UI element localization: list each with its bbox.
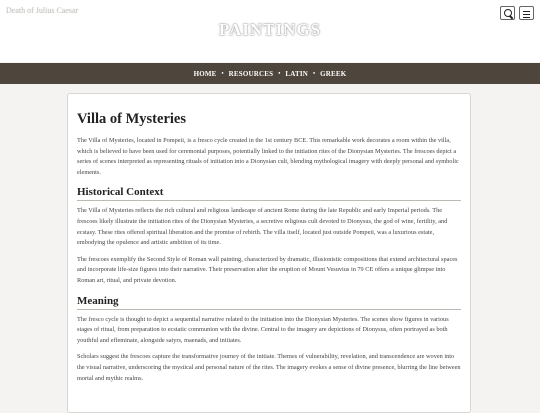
hamburger-menu-icon [523,11,530,13]
article-intro: The Villa of Mysteries, located in Pompeii, is a fresco cycle created in the 1st century BCE. This remarkable work decorates a room within the villa, which is believed to have been used for ceremonial purposes, potentially linked to the initiation rites of the Dionysian Mysteries. The frescoes depict a series of scenes interpreted as representing rituals of initiation into a Dionysian cult, blending mythological imagery with deeply personal and symbolic elements. [77,137,459,176]
section-paragraph: Scholars suggest the frescoes capture the transformative journey of the initiate. Themes of vulnerability, revelation, and transcendence are woven into the visual narrative, underscoring the mystical and personal nature of the rites. The imagery evokes a sense of divine presence, blurring the line between mortal and mythic realms. [77,353,461,382]
nav-resources[interactable]: RESOURCES [228,69,274,78]
section-paragraph: The fresco cycle is thought to depict a sequential narrative related to the initiation into the Dionysian Mysteries. The scenes show figures in various stages of ritual, from preparation to ecstatic communion with the divine. Central to the imagery are depictions of Dionysus, often portrayed as both youthful and effeminate, alongside satyrs, maenads, and initiates. [77,315,449,344]
site-header [0,0,540,62]
main-nav [0,63,540,84]
article-title: Villa of Mysteries [77,111,186,127]
menu-button[interactable] [519,6,534,20]
nav-greek[interactable]: GREEK [320,69,347,78]
breadcrumb-link[interactable]: Death of Julius Caesar [6,6,79,15]
section-paragraph: The frescoes exemplify the Second Style of Roman wall painting, characterized by dramatic, illusionistic compositions that extend architectural spaces and incorporate life-size figures into their narrative. Their preservation after the eruption of Mount Vesuvius in 79 CE offers a unique glimpse into Roman art, ritual, and private devotion. [77,255,458,284]
search-button[interactable] [500,6,515,20]
nav-separator: • [221,70,224,77]
article-card [67,93,471,413]
site-title[interactable]: PAINTINGS [218,20,322,39]
section-paragraph: The Villa of Mysteries reflects the rich cultural and religious landscape of ancient Rome during the late Republic and early Imperial periods. The frescoes likely illustrate the initiation rites of the Dionysian Mysteries, a secretive religious cult devoted to Dionysus, the god of wine, fertility, and ecstasy. These rites offered spiritual liberation and the promise of rebirth. The villa itself, located just outside Pompeii, was a luxurious estate, embodying the opulence and artistic ambition of its time. [77,207,448,247]
nav-separator: • [278,70,281,77]
nav-home[interactable]: HOME [193,69,217,78]
nav-separator: • [313,70,316,77]
nav-latin[interactable]: LATIN [285,69,309,78]
section-heading-historical-context: Historical Context [77,186,461,201]
section-heading-meaning: Meaning [77,295,461,310]
